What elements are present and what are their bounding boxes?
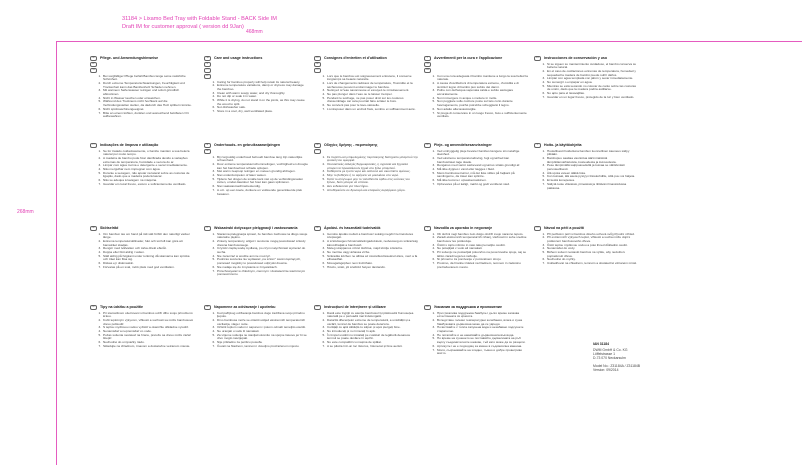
- instruction-item: 5. Pendant le séchage, ne pas poser droit sur les coutures d'assemblage car cela pourrait faire éclater le bois.: [326, 97, 418, 104]
- instruction-item: 1. Pri starostlivom ošetrovaní si bambus udrží dlho svoju prirodzenú krásu.: [102, 312, 194, 319]
- instruction-item: 5. Během sušení nestavět bambus na výšku, aby nedošlo k poprasknutí dřeva.: [546, 251, 638, 258]
- instruction-item: 7. Guardar em local fresco, escuro e suficientemente ventilado.: [102, 183, 194, 187]
- instruction-item: 7. Förvaras på en sval, mörk plats med god ventilation.: [102, 266, 194, 270]
- instruction-item: 2. Při extrémních výkyvech teplot, vlhkosti a sucha může dojít k poškození bambusového dřeva.: [546, 236, 638, 243]
- country-codes: [534, 143, 541, 148]
- instruction-item: 6. Non adatto alla lavastoviglie.: [436, 108, 528, 112]
- instruction-item: 1. Caring for bamboo properly will help retain its natural beauty.: [216, 81, 308, 85]
- country-code-icon: DK: [424, 143, 431, 148]
- section-title: Indicações de limpeza e utilização: [100, 143, 159, 147]
- instruction-list: [204, 233, 308, 277]
- instruction-item: 5. În timpul uscării nu instalați pe cusături de legătură deoarece lemnul se poate desface în așchii.: [326, 334, 418, 341]
- section-header: [90, 143, 194, 148]
- instruction-item: 3. Limpiar con agua templada con jabón y secar inmediatamente.: [546, 77, 638, 81]
- instruction-item: 7. A.u.b. op een koele, donkere en voldoende geventileerde plek bewaren.: [216, 189, 308, 196]
- instruction-item: 2. Zaradi ekstremnih temperaturnih nihanj, vlažnosti in suhe sredine bambusov les poškoduje.: [436, 236, 528, 243]
- instruction-item: 7. Skladujte na chladnom, tmavom a dostatočne vetranom mieste.: [102, 345, 194, 349]
- instruction-item: 5. Durante a secagem, não apoiar na lateral sobre as costuras de ligação, dado que a madeira poderá lascar.: [102, 172, 194, 179]
- section-title: Pflege- und Anwendungshinweise: [100, 56, 159, 60]
- instruction-item: 6. Mosogatógépben nem tisztítható.: [326, 262, 418, 266]
- country-codes: [314, 56, 321, 73]
- instruction-item: 3. Met warm zeepsop reinigen en meteen grondig afdrogen.: [216, 170, 308, 174]
- instruction-item: 5. По време на сушенето не поставяйте дървесината на ръб върху съединителните шевове, тъй като може да се разцепи.: [436, 337, 528, 344]
- instruction-section: [314, 305, 418, 349]
- instruction-item: 1. Se for tratado cuidadosamente, o bambu mantém a sua beleza natural por muito tempo.: [102, 150, 194, 157]
- instruction-list: [314, 312, 418, 349]
- instruction-item: 5. Počas sušenia nestavať na hranu, pretože sa drevo môže začať štiepiť.: [102, 334, 194, 341]
- section-header: [534, 143, 638, 148]
- instruction-item: 7. Säilytä tuote viileässä, pimeässä ja riittävän ilmastoidussa paikassa.: [546, 183, 638, 190]
- country-code-icon: FR: [314, 56, 321, 61]
- country-codes: [534, 56, 541, 61]
- instruction-item: 1. Kod pažljivog održavanja bambus dugo zadržava svoju prirodnu ljepotu.: [216, 312, 308, 319]
- section-title: Οδηγίες Χρήσης - περιποίησης: [324, 143, 378, 147]
- section-title: Care and usage instructions: [214, 56, 263, 60]
- instruction-item: 4. Não mergulhar nem impregnar com água.: [102, 168, 194, 172]
- instruction-item: 4. Nenamáčať a nepremáčať vo vode.: [102, 330, 194, 334]
- section-title: Указания за поддръжка и приложение: [434, 305, 502, 309]
- instruction-item: 3. Rengøres med varmt sæbevand og tørres straks grundigt af.: [436, 164, 528, 168]
- instruction-item: 3. Limpar com água morna e detergente e secar imediatamente.: [102, 164, 194, 168]
- section-header: [204, 226, 308, 231]
- instruction-item: 1. Lors que le bambou est soigneusement entretenu, il conserve longtemps sa beauté naturelle.: [326, 75, 418, 82]
- instruction-item: 3. Čistit teplou mýdlovou vodou a poté ihned důkladně osušit.: [546, 244, 638, 248]
- instruction-item: 7. A se păstra într-un loc răcoros, întunecat și bine aerisit.: [326, 345, 418, 349]
- instruction-item: 3. Czyścić ciepłą wodą mydlaną, po czym natychmiast wycierać do sucha.: [216, 247, 308, 254]
- instruction-item: 6. No apto para el lavavajillas.: [546, 92, 638, 96]
- instruction-list: [90, 233, 194, 270]
- section-title: Návod na péči a použití: [544, 226, 584, 230]
- instruction-item: 7. Αποθηκεύστε σε δροσερό και επαρκώς αεριζόμενο χώρο.: [326, 189, 418, 193]
- country-codes: [204, 143, 211, 154]
- country-code-icon: AT: [90, 62, 97, 67]
- country-code-icon: NL: [204, 143, 211, 148]
- section-title: Instrucciones de conservación y uso: [544, 56, 608, 60]
- section-header: [534, 56, 638, 61]
- instruction-list: [424, 150, 528, 187]
- instruction-item: 7. Uskladňovat na chladném, temném a dostatečně větraném místě.: [546, 262, 638, 266]
- instruction-item: 5. Podczas suszenia nie wydawać „na sztorc” swoim łączących, ponieważ mogłoby to powodować odpryski drewna.: [216, 258, 308, 265]
- instruction-list: [534, 63, 638, 100]
- instruction-item: 4. Niet onderdompelen of laten weken.: [216, 174, 308, 178]
- instruction-section: [534, 56, 638, 100]
- instruction-section: [90, 226, 194, 270]
- imprint-city: D-73 070 Neckarsulm: [593, 355, 626, 360]
- country-codes: [314, 226, 321, 231]
- instruction-item: 7. Čuvati na hladnom, tamnom i dovoljno prozračenom mjestu.: [216, 345, 308, 349]
- draft-subtitle: Draft IM for customer approval ( version dd 9Jan): [122, 24, 244, 30]
- section-title: Napomene za održavanje i upotrebu: [214, 305, 276, 309]
- country-codes: [90, 56, 97, 73]
- section-header: [424, 56, 528, 73]
- section-header: [204, 305, 308, 310]
- instruction-item: 1. Bij zorgvuldig onderhoud behoudt bamboe lang zijn natuurlijke schoonheid.: [216, 156, 308, 163]
- country-code-icon: FI: [534, 143, 541, 148]
- instruction-item: 1. Bei sorgfältiger Pflege behält Bambus lange seine natürliche Schönheit.: [102, 75, 194, 82]
- instruction-list: [90, 312, 194, 349]
- section-header: [424, 226, 528, 231]
- imprint-ian: IAN 31184: [593, 342, 610, 346]
- instruction-item: 6. Må ikke komme i opvaskemaskinen.: [436, 179, 528, 183]
- instruction-item: 4. Non immergere in acqua o mettere in molle.: [436, 97, 528, 101]
- instruction-item: 6. Δεν ενδείκνυται για πλυντήριο.: [326, 185, 418, 189]
- instruction-item: 2. Drvo bambusa može se oštetiti uslijed ekstremnih temperaturnih oscilacija, vlage i suše.: [216, 319, 308, 326]
- country-code-icon: PL: [204, 226, 211, 231]
- country-codes: [424, 143, 431, 148]
- section-title: Hoito- ja käyttöohjeita: [544, 143, 582, 147]
- instruction-section: [424, 56, 528, 119]
- instruction-item: 4. Nie zanurzać w wodzie ani nie moczyć.: [216, 255, 308, 259]
- section-title: Instrucțiuni de întreținere și utilizare: [324, 305, 386, 309]
- instruction-item: 1. Ob skrbni negi bambus zelo dolgo obdrži svojo naravno lepoto.: [436, 233, 528, 237]
- instruction-item: 6. Não se adequa à lavagem na máquina.: [102, 179, 194, 183]
- imprint-version: Version: 09/2014: [593, 367, 619, 372]
- instruction-item: 6. Артикулът не е подходящ за миене в съдомиялна машина.: [436, 345, 528, 349]
- instruction-item: 2. Bambupuu saattaa vaurioitua äärimmäisistä lämpötilanvaihteluista, kosteudesta ja kuivuudesta.: [546, 157, 638, 164]
- instruction-item: 4. Nenamáčet do vody.: [546, 247, 638, 251]
- instruction-item: 5. Kun kuivaat, älä aseta pystyyn liitoskohdille, sillä puu voi haljeta.: [546, 175, 638, 179]
- instruction-item: 7. Prosimo, da hranite izdelek na hladnem, temnem in zadostno prezračevanem mestu.: [436, 262, 528, 269]
- imprint-street: Löffelstrasse 1: [593, 351, 615, 356]
- instruction-section: [314, 143, 418, 193]
- section-header: [534, 226, 638, 231]
- instruction-item: 6. Nicht spülmaschinengeeignet.: [102, 108, 194, 112]
- country-codes: [204, 56, 211, 79]
- country-code-icon: RO: [314, 305, 321, 310]
- instruction-item: 1. Con una cura adeguata il bambù mantiene a lungo la sua bellezza naturale.: [436, 75, 528, 82]
- instruction-item: 6. Diskas ej i diskmaskin.: [102, 262, 194, 266]
- instruction-item: 2. Datorită diferențelor extreme de temperatură, a umidității și a uscării, lemnul de bambus se poate deteriora.: [326, 319, 418, 326]
- instruction-item: 5. Während des Trocknens nicht hochkant auf die Verbindungsstellen stellen, da dadurch das Holz splittern könnte.: [102, 100, 194, 107]
- section-title: Onderhouds- en gebruiksaanwijzingen: [214, 143, 281, 147]
- instruction-item: 7. Opbevares på et køligt, mørkt og godt ventileret sted.: [436, 183, 528, 187]
- instruction-item: 1. Dacă este îngrijit cu atenție bambusul își păstrează frumusețea naturală pe o perioadă mai îndelungată.: [326, 312, 418, 319]
- country-codes: [90, 226, 97, 231]
- instruction-item: 3. Čistiti s toplo milnico in nato takoj temeljito osušiti.: [436, 244, 528, 248]
- instruction-section: [314, 226, 418, 270]
- instruction-item: 2. Lors de changements radicaux de température, l'humidité et la sécheresse peuvent endommager le bambou.: [326, 82, 418, 89]
- instruction-item: 2. Kvôli teplotným výkyvom, vlhkosti a suchosti sa môže bambusové drevo poškodiť.: [102, 319, 194, 326]
- instruction-item: 6. Niet vaatwasmachinebestendig.: [216, 185, 308, 189]
- instruction-item: 4. Do not dip or soak it in water.: [216, 95, 308, 99]
- width-dimension-label: 468mm: [246, 29, 263, 35]
- instruction-list: [534, 150, 638, 191]
- country-code-icon: IT: [424, 56, 431, 61]
- instruction-section: [90, 56, 194, 119]
- instruction-item: 3. Почиствайте с топла сапунена вода и незабавно подсушете старателно.: [436, 326, 528, 333]
- instruction-item: 2. Вследствие големи температурни колебания, влага и суша бамбуковата дървесина може да се увреди.: [436, 319, 528, 326]
- section-title: Navodila za uporabo in negovanje: [434, 226, 493, 230]
- instruction-item: 1. При грижлива поддръжка бамбукът дълго време запазва естествената си красота.: [436, 312, 528, 319]
- instruction-list: [204, 156, 308, 197]
- country-code-icon: PT: [90, 143, 97, 148]
- instruction-item: 6. Nevhodné do myčky.: [546, 258, 638, 262]
- country-code-icon: CY: [314, 149, 321, 154]
- instruction-list: [424, 233, 528, 270]
- instruction-item: 3. Mit warmem Seifenwasser reinigen und sofort gründlich abtrocknen.: [102, 89, 194, 96]
- instruction-item: 4. Ne potapljati v vodo ali namakati.: [436, 247, 528, 251]
- country-code-icon: SI: [424, 226, 431, 231]
- country-codes: [204, 305, 211, 310]
- instruction-item: 1. Staranna pielęgnacja sprawi, że bambus zachowa na długo swoje naturalne piękno.: [216, 233, 308, 240]
- instruction-item: 5. Pri sušenju ne postavljati pokončno na povezovalne spoje, saj se lahko zaradi tega les razkolje.: [436, 251, 528, 258]
- instruction-item: 2. Extreme temperature variations, damp or dryness may damage the bamboo.: [216, 84, 308, 91]
- instruction-item: 2. A madeira de bambu pode ficar danificada devido a variações extremas de temperatura, humidade e secura do ar.: [102, 157, 194, 164]
- instruction-item: 5. While it is drying, do not stand it on the joints, as this may cause the wood to split.: [216, 99, 308, 106]
- instruction-section: [90, 305, 194, 349]
- instruction-item: 4. Nu introduceți și nu înmuiați în apă.: [326, 330, 418, 334]
- instruction-item: 2. Durch extreme Temperaturschwankungen, Feuchtigkeit und Trockenheit kann das Bambusholz Schaden nehmen.: [102, 82, 194, 89]
- country-codes: [204, 226, 211, 231]
- instruction-item: 2. A causa d'oscillazioni di temperatura estreme, d'umidità e di siccità il legno di bambù può subire dei danni.: [436, 82, 528, 89]
- country-code-icon: DE: [90, 56, 97, 61]
- country-code-icon: SE: [90, 226, 97, 231]
- instruction-list: [314, 156, 418, 193]
- country-code-icon: CY: [204, 68, 211, 73]
- section-title: Tipy na údržbu a použitie: [100, 305, 144, 309]
- country-code-icon: GB: [204, 56, 211, 61]
- height-dimension-label: 268mm: [17, 209, 34, 215]
- country-code-icon: IE: [204, 62, 211, 67]
- instruction-item: 4. Älä upota veteen äläkä liota.: [546, 172, 638, 176]
- instruction-item: 5. Za vrijeme sušenja ne stavljati okomito na spojne šavove jer bi se drvo moglo rascijepati.: [216, 334, 308, 341]
- country-code-icon: GR: [314, 143, 321, 148]
- instruction-item: 3. Pulire con dell'acqua saponata calda e subito asciugare accuratamente.: [436, 89, 528, 96]
- instruction-item: 4. Ne uranjati u vodu ili namakati.: [216, 330, 308, 334]
- instruction-item: 7. Si prega di conservare in un luogo fresco, buio e sufficientemente ventilato.: [436, 112, 528, 119]
- instruction-item: 5. Ställ aldrig på högkant under torkning då skarvarna kan spricka och träet kan flisa sig.: [102, 255, 194, 262]
- instruction-item: 5. Mientras se está secando no colocar de canto sobre las costuras de unión, dado que la madera podría astillarse.: [546, 85, 638, 92]
- instruction-list: [424, 75, 528, 119]
- instruction-list: [90, 75, 194, 119]
- instruction-item: 4. Doppa eller blöt aldrig i vatten.: [102, 251, 194, 255]
- section-header: [314, 143, 418, 154]
- instruction-section: [204, 143, 308, 196]
- section-title: Ápolási- és használati tudnivalók: [324, 226, 381, 230]
- instruction-list: [204, 81, 308, 114]
- country-codes: [424, 305, 431, 310]
- instruction-list: [90, 150, 194, 187]
- instruction-item: 1. Huolellisesti hoidettuna bambun luonnollinen kauneus säilyy pitkään.: [546, 150, 638, 157]
- country-code-icon: MT: [204, 74, 211, 79]
- instruction-item: 6. Nevhodné do umývačky riadu.: [102, 341, 194, 345]
- country-code-icon: CZ: [534, 226, 541, 231]
- instruction-item: 7. Guardar en un lugar fresco, protegido de la luz y bien ventilado.: [546, 96, 638, 100]
- section-header: [204, 143, 308, 154]
- country-codes: [424, 56, 431, 73]
- imprint-company: DWM GmbH & Co. KG: [593, 347, 628, 352]
- instruction-item: 3. Očistiti toplom vodom i sapunom i potom odmah temeljito osušiti.: [216, 326, 308, 330]
- instruction-section: [424, 305, 528, 356]
- instruction-section: [204, 226, 308, 277]
- instruction-item: 2. A szélsőséges hőmérsékletingadozások, nedvesség és szárazság károsíthatják a bambuszt.: [326, 240, 418, 247]
- country-code-icon: SM: [424, 68, 431, 73]
- instruction-item: 3. Curățați cu apă călduță cu săpun și apoi ștergeți bine.: [326, 326, 418, 330]
- instruction-item: 1. Ved omhyggelig pleje bevarer bambus længere sin naturlige skønhed.: [436, 150, 528, 157]
- section-title: Skötselråd: [100, 226, 119, 230]
- instruction-item: 5. Κατά το στέγνωμα μην το τοποθετείτε όρθιο στις ενώσεις του ξύλου, διότι μπορεί να σπάσει.: [326, 178, 418, 185]
- instruction-item: 6. Nie nadaje się do zmywania w zmywarkach.: [216, 266, 308, 270]
- instruction-item: 3. Clean with warm soapy water, and dry thoroughly.: [216, 92, 308, 96]
- instruction-item: 4. Må ikke dyppes i vand eller lægges i blød.: [436, 168, 528, 172]
- country-codes: [314, 143, 321, 154]
- instruction-item: 3. Meleg szappanos vízzel tisztítsa, majd törölje szárazra.: [326, 247, 418, 251]
- country-codes: [90, 143, 97, 148]
- instruction-item: 1. Σε περίπτωση επιμελημένης περιποίησης διατηρείτο μπαμπού την φυσική του ομορφιά.: [326, 156, 418, 163]
- instruction-section: [424, 226, 528, 270]
- section-header: [424, 305, 528, 310]
- section-header: [314, 56, 418, 73]
- section-header: [314, 305, 418, 310]
- instruction-item: 7. Bitte an einem kühlen, dunklen und ausreichend belüfteten Ort aufbewahren.: [102, 112, 194, 119]
- instruction-item: 7. Przechowywać w chłodnym, ciemnym i dostatecznie wietrzonym pomieszczeniu.: [216, 270, 308, 277]
- country-code-icon: HU: [314, 226, 321, 231]
- instruction-item: 3. Nettoyez à l'eau savonneuse et essuyez-le minutieusement.: [326, 89, 418, 93]
- instruction-item: 1. Om bambun tas om hand på rätt sätt förblir den naturligt vacker länge.: [102, 233, 194, 240]
- country-codes: [534, 226, 541, 231]
- instruction-list: [204, 312, 308, 349]
- instruction-item: 2. Zmiany temperatury, wilgoć i suszenie mogą powodować szkody drewna bambusowego.: [216, 240, 308, 247]
- instruction-item: 2. Door extreme temperatuurschommelingen, vochtigheid en droogte kan het bamboehout schade oplopen.: [216, 163, 308, 170]
- instruction-item: 5. Mens bambusset tørrer, må det ikke stilles på højkant på samlingerne, da træet kan splintre.: [436, 172, 528, 179]
- section-title: Consignes d'entretien et d'utilisation: [324, 56, 387, 60]
- instruction-item: 6. Not dishwasher safe.: [216, 106, 308, 110]
- section-title: Pleje- og anvendelsesanvisninger: [434, 143, 492, 147]
- instruction-item: 4. Не потапяйте и не накисвайте дървесината във вода.: [436, 334, 528, 338]
- instruction-item: 7. Store in a cool, dry, well-ventilated place.: [216, 110, 308, 114]
- section-header: [90, 305, 194, 310]
- country-code-icon: BE: [314, 62, 321, 67]
- country-codes: [90, 305, 97, 310]
- country-codes: [314, 305, 321, 310]
- section-title: Wskazówki dotyczące pielęgnacji i zastosowania: [214, 226, 298, 230]
- instruction-section: [314, 56, 418, 112]
- instruction-item: 2. Extrema temperaturskillnader, fukt och torrluft kan göra att bamaträet skadas.: [102, 240, 194, 247]
- instruction-item: 6. Ei kestä konepesua.: [546, 179, 638, 183]
- instruction-item: 2. En el caso de oscilaciones extremas de temperatura, humedad y sequedad la madera de bambú puede sufrir daños.: [546, 70, 638, 77]
- country-code-icon: CH: [424, 62, 431, 67]
- instruction-item: 4. Ne merítse vagy áztassa vízbe.: [326, 251, 418, 255]
- instruction-section: [534, 226, 638, 266]
- instruction-item: 4. No sumergir o empapar en agua.: [546, 81, 638, 85]
- section-header: [90, 56, 194, 73]
- instruction-item: 2. Ved ekstreme temperaturudsving, fugt og tørhed kan bambustræet tage skade.: [436, 157, 528, 164]
- instruction-item: 3. Pese lämpimällä saippuavedellä ja kuivaa se välittömästi perusteellisesti.: [546, 164, 638, 171]
- instruction-item: 2. Ουσιαστικές αλλαγές θερμοκρασίας, η υγρασία και ξηρασία μπορεί να προκαλέσουν ζημιά στο ξύλο μπαμπού.: [326, 163, 418, 170]
- instruction-item: 5. Tijdens het drogen de smalle kant niet op de verbindingsnaden zetten, omdat daardoor het hout kan gaan splinteren.: [216, 178, 308, 185]
- instruction-list: [534, 233, 638, 266]
- draft-title: 31184 > Lixamo Bed Tray with Foldable Stand - BACK Side IM: [122, 16, 277, 22]
- instruction-section: [534, 143, 638, 190]
- instruction-section: [204, 305, 308, 349]
- country-code-icon: BE: [204, 149, 211, 154]
- country-codes: [424, 226, 431, 231]
- imprint-block: [593, 342, 640, 372]
- instruction-item: 7. L'entreposer dans un endroit frais, sombre et suffisamment aéré.: [326, 108, 418, 112]
- instruction-item: 3. S teplou mydlovou vodou vyčistiť a okamžite dôkladne vysušiť.: [102, 326, 194, 330]
- country-code-icon: ES: [534, 56, 541, 61]
- instruction-item: 5. Száradás közben ne állítsa az összeillesztéseknél élére, mert a fa elhasadhat.: [326, 255, 418, 262]
- country-code-icon: HR: [204, 305, 211, 310]
- instruction-item: 1. Při pečlivém péči si bambus dlouho uchová svůj přírodní vzhled.: [546, 233, 638, 237]
- imprint-model: Model No.: Z31184A / Z31184B: [593, 363, 640, 368]
- instruction-item: 4. Ne pas plonger dans l'eau ou le laisser tremper.: [326, 93, 418, 97]
- instruction-item: 7. Моля, съхранявайте на хладно, тъмно и добре проветриво място.: [436, 349, 528, 356]
- section-header: [90, 226, 194, 231]
- instruction-list: [314, 75, 418, 112]
- instruction-item: 6. Ne convient pas pour le lave-vaisselle.: [326, 104, 418, 108]
- section-header: [204, 56, 308, 79]
- instruction-item: 4. Μην το βυθίζετε ή το αφήνετε να μουλιάσει στο νερό.: [326, 174, 418, 178]
- instruction-item: 4. Nicht in Wasser tauchen oder einweichen.: [102, 97, 194, 101]
- instruction-item: 3. Καθαρίστε με ζεστό νερό και σαπούνι και σκουπίστε αμέσως.: [326, 170, 418, 174]
- country-code-icon: SK: [90, 305, 97, 310]
- instruction-item: 6. Nu este compatibil cu mașina de spălat.: [326, 341, 418, 345]
- instruction-list: [314, 233, 418, 270]
- section-header: [424, 143, 528, 148]
- instruction-section: [90, 143, 194, 187]
- instruction-section: [424, 143, 528, 187]
- country-code-icon: CH: [90, 68, 97, 73]
- country-code-icon: LU: [314, 68, 321, 73]
- instruction-list: [424, 312, 528, 356]
- country-code-icon: BG: [424, 305, 431, 310]
- instruction-item: 6. Ni primerno za pomivanje v pomivalnem stroju.: [436, 258, 528, 262]
- instruction-item: 5. Non poggiare sulle cuciture poste sul lato corto durante l'asciugamento, poiché potrebbe scheggiarsi il legno.: [436, 100, 528, 107]
- instruction-item: 7. Hűvös, sötét, jól szellőző helyen tárolandó.: [326, 266, 418, 270]
- instruction-item: 1. Si se siguen su mantenimiento cuidadoso, el bambú conserva su belleza natural.: [546, 63, 638, 70]
- instruction-item: 3. Rengör med tvålvatten och torka direkt efteråt.: [102, 247, 194, 251]
- instruction-section: [204, 56, 308, 114]
- section-title: Avvertimenti per la cura e l'applicazione: [434, 56, 503, 60]
- instruction-item: 1. Gondos ápolás mellett a bambusz sokáig megőrzi természetes szépségét.: [326, 233, 418, 240]
- instruction-item: 6. Nije prikladno za perilicu posuđa.: [216, 341, 308, 345]
- section-header: [314, 226, 418, 231]
